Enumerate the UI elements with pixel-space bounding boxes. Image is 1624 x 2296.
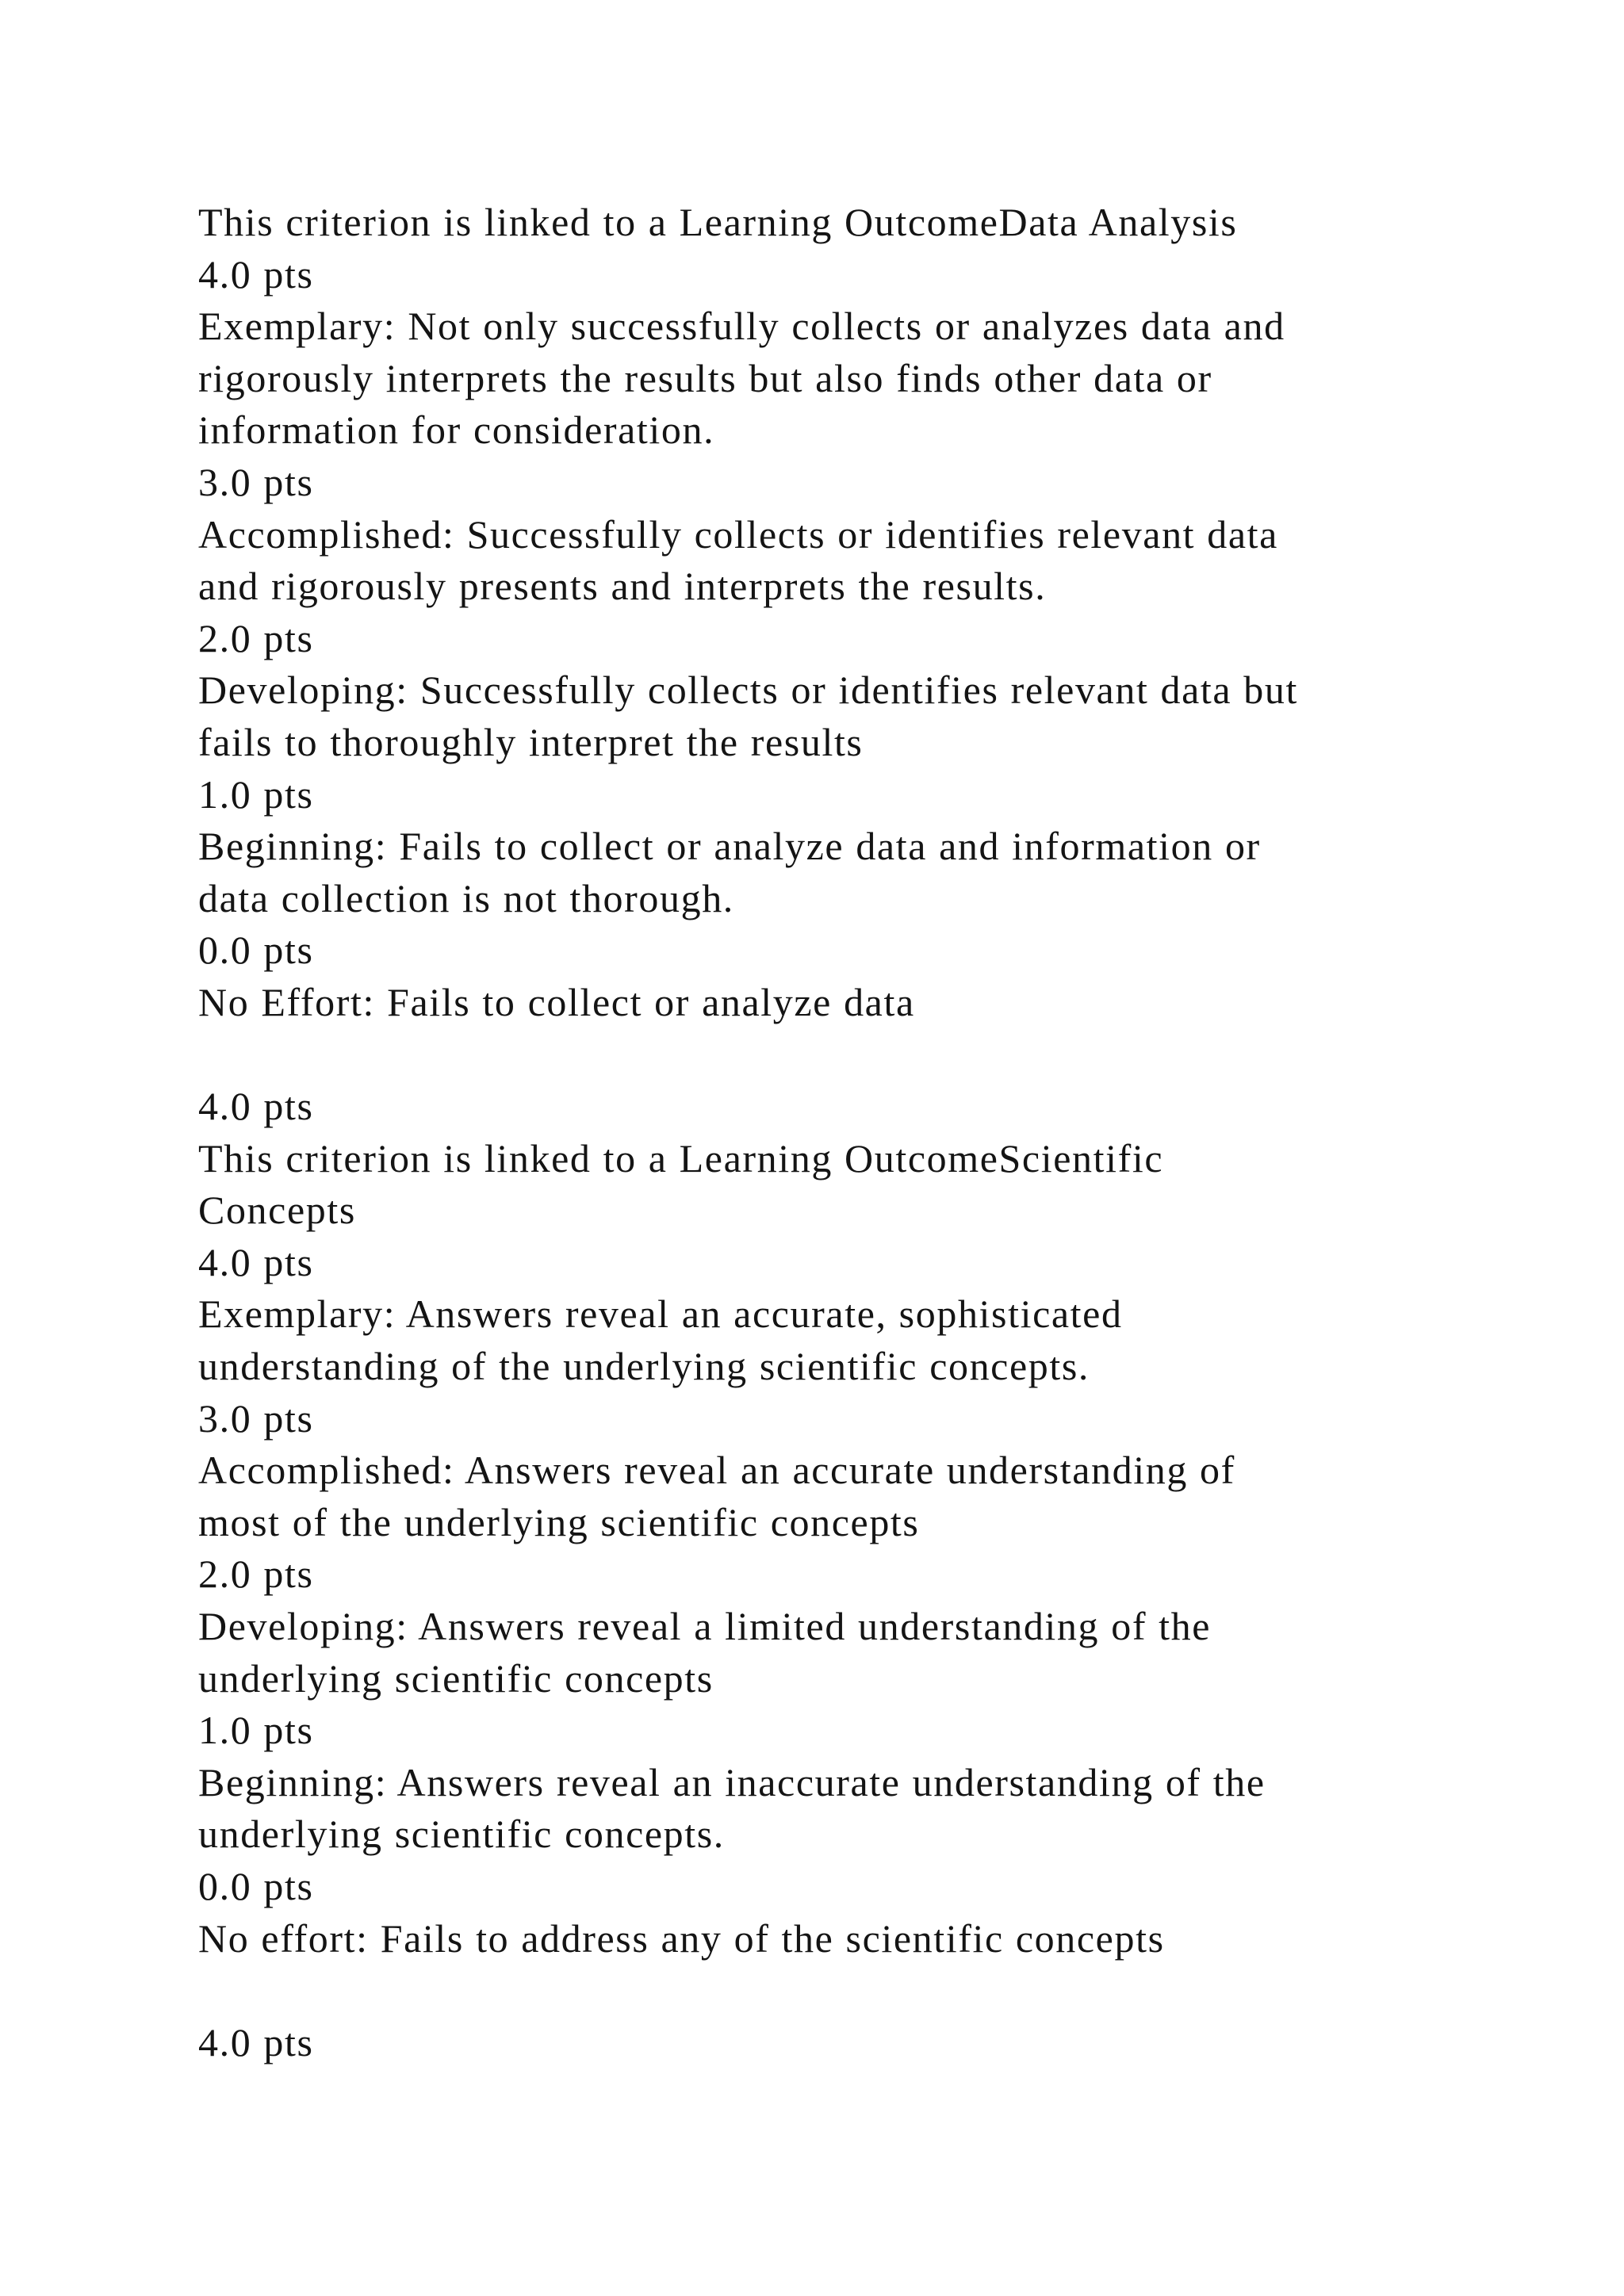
rating-description: Beginning: Fails to collect or analyze data and information or — [198, 824, 1261, 869]
rating-description: data collection is not thorough. — [198, 875, 734, 920]
rating-points: 3.0 pts — [198, 1395, 314, 1441]
rating-description: Developing: Answers reveal a limited understanding of the — [198, 1604, 1212, 1649]
criterion-heading: This criterion is linked to a Learning OutcomeScientific — [198, 1135, 1164, 1181]
rating-points: 2.0 pts — [198, 1552, 314, 1597]
rating-description: underlying scientific concepts — [198, 1655, 714, 1701]
blank-line — [198, 1029, 1562, 1081]
rating-description: Accomplished: Answers reveal an accurate understanding of — [198, 1448, 1235, 1493]
rating-description: fails to thoroughly interpret the results — [198, 719, 864, 764]
criterion-heading: Concepts — [198, 1188, 356, 1233]
rating-description: Exemplary: Answers reveal an accurate, sophisticated — [198, 1292, 1123, 1337]
rating-description: and rigorously presents and interprets the results. — [198, 564, 1047, 609]
criterion-total-points: 4.0 pts — [198, 1084, 314, 1129]
rating-description: information for consideration. — [198, 408, 715, 453]
rating-points: 0.0 pts — [198, 1864, 314, 1908]
rating-points: 1.0 pts — [198, 1708, 314, 1753]
rating-description: rigorously interprets the results but also finds other data or — [198, 355, 1212, 400]
rating-description: understanding of the underlying scientific concepts. — [198, 1344, 1090, 1389]
rating-points: 4.0 pts — [198, 251, 314, 297]
blank-line — [198, 1965, 1562, 2017]
rating-description: most of the underlying scientific concepts — [198, 1499, 920, 1544]
criterion-heading: This criterion is linked to a Learning OutcomeData Analysis — [198, 200, 1238, 244]
rating-description: No Effort: Fails to collect or analyze data — [198, 979, 915, 1024]
rating-description: Exemplary: Not only successfully collects or analyzes data and — [198, 304, 1285, 349]
rating-description: No effort: Fails to address any of the scientific concepts — [198, 1915, 1165, 1961]
rating-points: 4.0 pts — [198, 1239, 314, 1284]
document-body — [198, 197, 1562, 2068]
rating-description: Accomplished: Successfully collects or identifies relevant data — [198, 511, 1278, 557]
rating-points: 1.0 pts — [198, 771, 314, 817]
rating-description: underlying scientific concepts. — [198, 1812, 725, 1857]
criterion-total-points: 4.0 pts — [198, 2019, 314, 2064]
rating-points: 2.0 pts — [198, 615, 314, 660]
rating-points: 3.0 pts — [198, 459, 314, 504]
rating-description: Developing: Successfully collects or identifies relevant data but — [198, 668, 1299, 713]
rating-points: 0.0 pts — [198, 928, 314, 973]
rating-description: Beginning: Answers reveal an inaccurate understanding of the — [198, 1759, 1266, 1804]
